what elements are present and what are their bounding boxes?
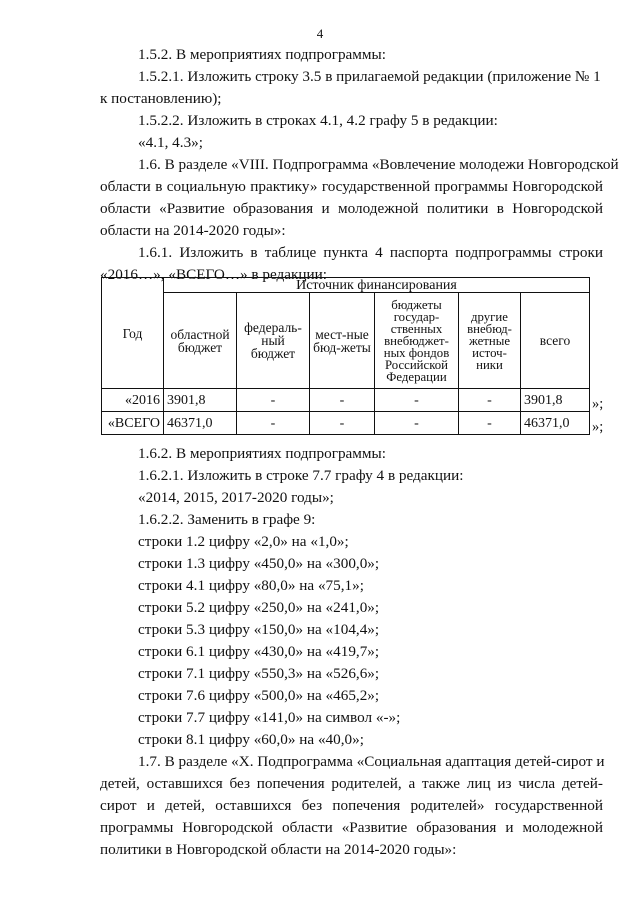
paragraph-1-6-2-1: 1.6.2.1. Изложить в строке 7.7 графу 4 в редакции: — [138, 467, 464, 484]
paragraph-1-7-line-4: программы Новгородской области «Развитие образования и молодежной — [100, 819, 603, 836]
cell-federal: - — [237, 412, 310, 435]
header-local-budgets: мест-ные бюд-жеты — [310, 293, 375, 389]
table-row — [102, 412, 590, 435]
header-total: всего — [521, 293, 590, 389]
page-number: 4 — [316, 26, 324, 41]
replace-line: строки 8.1 цифру «60,0» на «40,0»; — [138, 731, 364, 748]
row-closing-quote: »; — [592, 419, 604, 435]
paragraph-quote-4-1: «4.1, 4.3»; — [138, 134, 203, 151]
paragraph-1-5-2-1-line: 1.5.2.1. Изложить строку 3.5 в прилагаемой редакции (приложение № 1 — [138, 68, 601, 85]
paragraph-1-5-2: 1.5.2. В мероприятиях подпрограммы: — [138, 46, 386, 63]
paragraph-1-5-2-1 — [138, 66, 603, 88]
paragraph-1-6-1-line-2: «2016…», «ВСЕГО…» в редакции: — [100, 266, 327, 283]
paragraph-1-6-line-3: области «Развитие образования и молодежной политики в Новгородской — [100, 200, 603, 217]
cell-total: 46371,0 — [521, 412, 590, 435]
paragraph-1-6-2-2: 1.6.2.2. Заменить в графе 9: — [138, 511, 316, 528]
paragraph-1-5-2-2: 1.5.2.2. Изложить в строках 4.1, 4.2 графу 5 в редакции: — [138, 112, 498, 129]
cell-regional: 3901,8 — [164, 389, 237, 412]
paragraph-1-7-line-2: детей, оставшихся без попечения родителей, а также лиц из числа детей- — [100, 775, 603, 792]
cell-total: 3901,8 — [521, 389, 590, 412]
replace-line: строки 1.2 цифру «2,0» на «1,0»; — [138, 533, 349, 550]
table-row — [102, 389, 590, 412]
replace-line: строки 7.6 цифру «500,0» на «465,2»; — [138, 687, 380, 704]
replace-line: строки 5.2 цифру «250,0» на «241,0»; — [138, 599, 380, 616]
header-extrabudgetary-funds: бюджеты государ-ственных внебюджет-ных фондов Российской Федерации — [375, 293, 459, 389]
paragraph-1-6-line-2: области в социальную практику» государственной программы Новгородской — [100, 178, 603, 195]
paragraph-1-6-line-1: 1.6. В разделе «VIII. Подпрограмма «Вовлечение молодежи Новгородской — [138, 156, 619, 173]
paragraph-1-7-line-1: 1.7. В разделе «X. Подпрограмма «Социальная адаптация детей-сирот и — [138, 753, 605, 770]
paragraph-1-6-1-line-1: 1.6.1. Изложить в таблице пункта 4 паспорта подпрограммы строки — [138, 244, 603, 261]
paragraph-1-6-2: 1.6.2. В мероприятиях подпрограммы: — [138, 445, 386, 462]
row-closing-quote: »; — [592, 396, 604, 412]
header-financing-source: Источник финансирования — [164, 278, 590, 293]
cell-year: «2016 — [102, 389, 164, 412]
cell-extrabudgetary: - — [375, 412, 459, 435]
paragraph-1-5-2-1-cont: к постановлению); — [100, 90, 222, 107]
replace-line: строки 5.3 цифру «150,0» на «104,4»; — [138, 621, 380, 638]
paragraph-1-6-line-4: области на 2014-2020 годы»: — [100, 222, 286, 239]
header-other-sources: другие внебюд-жетные источ-ники — [459, 293, 521, 389]
replace-line: строки 7.1 цифру «550,3» на «526,6»; — [138, 665, 380, 682]
cell-other: - — [459, 412, 521, 435]
cell-other: - — [459, 389, 521, 412]
paragraph-1-6 — [100, 154, 619, 242]
replace-line: строки 4.1 цифру «80,0» на «75,1»; — [138, 577, 364, 594]
paragraph-1-7-line-5: политики в Новгородской области на 2014-2020 годы»: — [100, 841, 457, 858]
cell-regional: 46371,0 — [164, 412, 237, 435]
replace-line: строки 6.1 цифру «430,0» на «419,7»; — [138, 643, 380, 660]
paragraph-1-7-line-3: сирот и детей, оставшихся без попечения родителей» государственной — [100, 797, 603, 814]
financing-table — [101, 277, 590, 435]
cell-local: - — [310, 389, 375, 412]
paragraph-1-7 — [100, 751, 603, 861]
header-regional-budget: областной бюджет — [164, 293, 237, 389]
cell-federal: - — [237, 389, 310, 412]
replace-line: строки 1.3 цифру «450,0» на «300,0»; — [138, 555, 380, 572]
header-federal-budget: федераль-ный бюджет — [237, 293, 310, 389]
paragraph-quote-years: «2014, 2015, 2017-2020 годы»; — [138, 489, 334, 506]
cell-local: - — [310, 412, 375, 435]
cell-extrabudgetary: - — [375, 389, 459, 412]
replace-line: строки 7.7 цифру «141,0» на символ «-»; — [138, 709, 401, 726]
cell-year: «ВСЕГО — [102, 412, 164, 435]
header-year: Год — [102, 278, 164, 389]
